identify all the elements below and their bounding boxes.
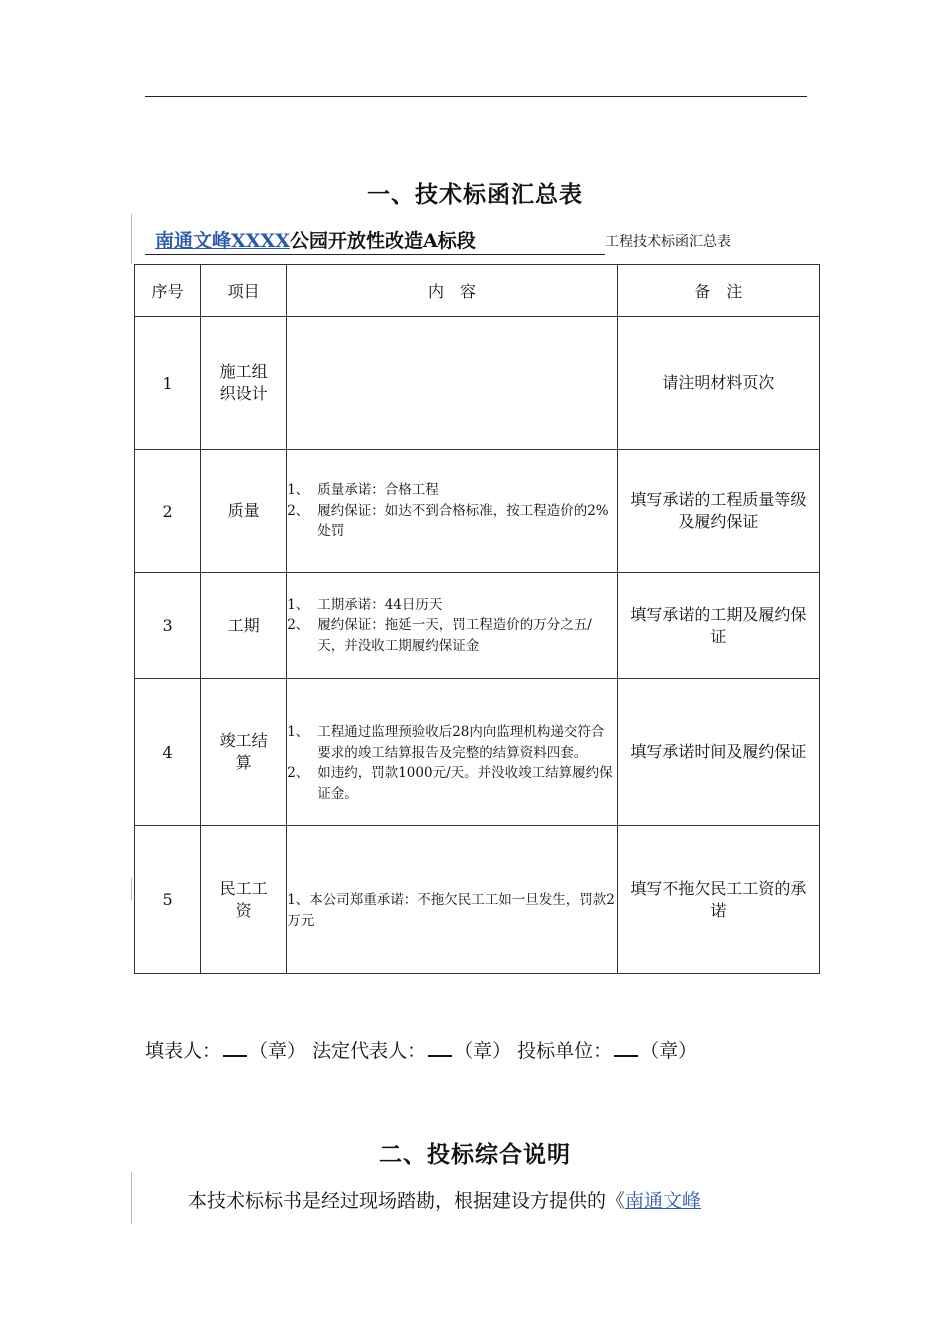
legal-rep-blank[interactable] (428, 1037, 452, 1057)
row-item-text: 施工组织设计 (219, 362, 268, 403)
project-name-link[interactable]: 南通文峰XXXX (155, 230, 290, 252)
row-note (617, 679, 819, 826)
table-row (135, 450, 820, 573)
row-no: 5 (135, 826, 201, 974)
table-row (135, 573, 820, 679)
header-item: 项目 (201, 265, 287, 317)
legal-rep-seal: （章） (454, 1040, 512, 1062)
bidder-blank[interactable] (614, 1037, 638, 1057)
content-item-text: 履约保证：如达不到合格标准，按工程造价的2%处罚 (317, 502, 609, 540)
header-note: 备 注 (617, 265, 819, 317)
row-item (201, 679, 287, 826)
row-item (201, 317, 287, 450)
row-content (287, 573, 617, 679)
margin-change-bar (131, 1172, 132, 1224)
row-no: 1 (135, 317, 201, 450)
content-item-text: 工期承诺：44日历天 (317, 596, 443, 613)
header-no: 序号 (135, 265, 201, 317)
row-note-text: 填写不拖欠民工工资的承诺 (630, 878, 807, 920)
row-no: 2 (135, 450, 201, 573)
technical-summary-table (134, 264, 820, 974)
row-no: 3 (135, 573, 201, 679)
section-title-bid-overview: 二、投标综合说明 (379, 1142, 571, 1168)
row-item-text: 工期 (227, 615, 260, 635)
table-row (135, 317, 820, 450)
table-subtitle (145, 228, 815, 258)
content-item-number: 1、 (287, 596, 310, 613)
row-note (617, 317, 819, 450)
filler-label: 填表人： (145, 1040, 222, 1062)
section-title-technical-summary: 一、技术标函汇总表 (367, 182, 583, 208)
header-content: 内 容 (287, 265, 617, 317)
content-list-item (287, 501, 616, 542)
row-note (617, 450, 819, 573)
content-list-item (287, 615, 616, 656)
content-list-item (287, 722, 616, 763)
row-item-text: 竣工结算 (219, 731, 268, 772)
margin-change-bar (131, 878, 132, 900)
table-row (135, 826, 820, 974)
row-note (617, 573, 819, 679)
legal-rep-label: 法定代表人： (312, 1040, 427, 1062)
content-list-item (287, 480, 616, 501)
row-content (287, 317, 617, 450)
content-plain-text: 1、本公司郑重承诺：不拖欠民工工如一旦发生，罚款2万元 (287, 892, 615, 929)
content-list-item (287, 595, 616, 616)
table-header-row (135, 265, 820, 317)
row-content (287, 450, 617, 573)
content-item-text: 履约保证：拖延一天，罚工程造价的万分之五/天，并没收工期履约保证金 (317, 617, 592, 654)
row-item-text: 民工工资 (219, 878, 268, 920)
filler-blank[interactable] (223, 1037, 247, 1057)
row-content (287, 679, 617, 826)
content-item-number: 1、 (287, 724, 310, 740)
row-item (201, 450, 287, 573)
table-row (135, 679, 820, 826)
row-note-text: 填写承诺的工程质量等级及履约保证 (630, 490, 807, 531)
row-no: 4 (135, 679, 201, 826)
project-name-text: 公园开放性改造A标段 (289, 230, 476, 252)
row-note-text: 请注明材料页次 (662, 373, 775, 392)
project-name (145, 228, 605, 255)
row-note-text: 填写承诺的工期及履约保证 (630, 604, 807, 646)
row-item (201, 826, 287, 974)
intro-text: 本技术标标书是经过现场踏勘，根据建设方提供的《 (188, 1190, 626, 1212)
row-item (201, 573, 287, 679)
intro-link[interactable]: 南通文峰 (625, 1190, 702, 1212)
row-item-text: 质量 (227, 501, 260, 520)
content-item-text: 工程通过监理预验收后28内向监理机构递交符合要求的竣工结算报告及完整的结算资料四套。 (317, 724, 605, 761)
signature-line (145, 1036, 697, 1063)
row-content (287, 826, 617, 974)
row-note (617, 826, 819, 974)
content-item-text: 如违约，罚款1000元/天。并没收竣工结算履约保证金。 (317, 765, 613, 802)
bidder-label: 投标单位： (517, 1040, 613, 1062)
content-item-number: 2、 (287, 765, 310, 781)
content-item-text: 质量承诺：合格工程 (317, 482, 439, 499)
intro-paragraph (188, 1186, 701, 1213)
content-item-number: 1、 (287, 482, 310, 499)
header-rule (145, 96, 807, 97)
content-list-item (287, 763, 616, 804)
row-note-text: 填写承诺时间及履约保证 (630, 742, 807, 761)
content-item-number: 2、 (287, 502, 310, 519)
bidder-seal: （章） (640, 1040, 698, 1062)
content-item-number: 2、 (287, 617, 310, 634)
table-name-suffix: 工程技术标函汇总表 (605, 234, 731, 250)
filler-seal: （章） (249, 1040, 307, 1062)
margin-change-bar (131, 214, 132, 264)
